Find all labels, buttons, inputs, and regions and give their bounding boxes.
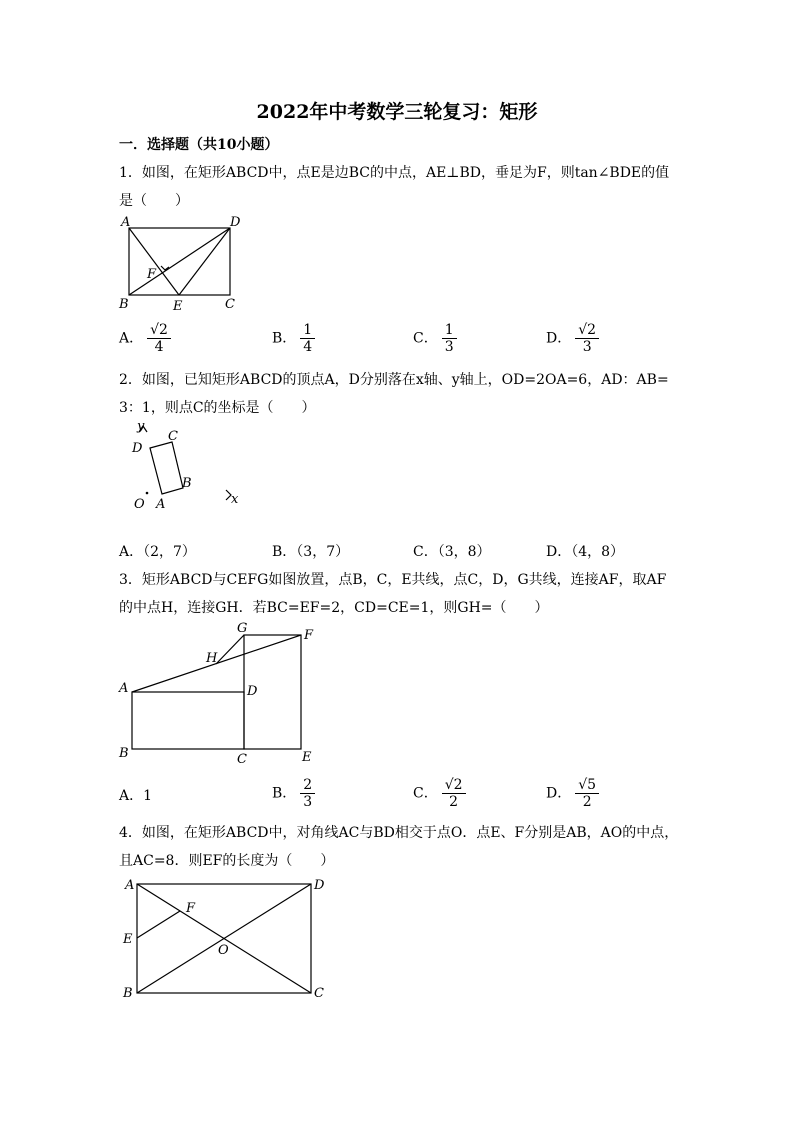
q2-figure: [125, 418, 255, 513]
q4-label-a: A: [125, 878, 135, 893]
section-heading: 一．选择题（共10小题）: [119, 137, 279, 153]
q1-segment-de: [179, 228, 230, 295]
q2-label-b: B: [182, 476, 192, 491]
q3-option-d[interactable]: [546, 777, 599, 810]
q1-label-d: D: [230, 215, 241, 230]
q2-option-d[interactable]: D．（4，8）: [546, 544, 625, 560]
q3-option-b-den: 3: [303, 794, 313, 810]
q2-label-a: A: [156, 497, 166, 512]
q1-option-c-den: 3: [444, 339, 454, 355]
q1-label-e: E: [173, 299, 183, 312]
q4-text-line-1: 4．如图，在矩形ABCD中，对角线AC与BD相交于点O．点E、F分别是AB，AO的中点，: [119, 825, 679, 841]
q3-label-b: B: [119, 746, 129, 761]
q3-option-b-prefix: B．: [272, 785, 297, 802]
q2-rectangle: [150, 442, 183, 494]
q4-figure: [112, 872, 337, 1007]
q2-text-line-2: 3：1，则点C的坐标是（ ）: [119, 400, 316, 416]
q3-text-line-1: 3．矩形ABCD与CEFG如图放置，点B，C，E共线，点C，D，G共线，连接AF，取AF: [119, 572, 667, 588]
q1-option-c-num: 1: [442, 322, 457, 339]
q1-option-d-den: 3: [582, 339, 592, 355]
q1-option-a-num: √2: [147, 322, 171, 339]
q4-label-c: C: [314, 986, 324, 1001]
q2-label-y: y: [137, 419, 145, 434]
q3-label-h: H: [206, 651, 218, 666]
q4-text-line-2: 且AC=8．则EF的长度为（ ）: [119, 853, 335, 869]
q3-option-c-den: 2: [449, 794, 459, 810]
q1-label-a: A: [121, 215, 131, 230]
q2-option-b[interactable]: B．（3，7）: [272, 544, 350, 560]
q4-label-d: D: [314, 878, 325, 893]
q3-option-b-num: 2: [300, 777, 315, 794]
q1-option-d-num: √2: [575, 322, 599, 339]
q3-label-g: G: [237, 621, 248, 636]
q3-label-d: D: [247, 684, 258, 699]
q2-option-c[interactable]: C．（3，8）: [413, 544, 491, 560]
q1-text-line-2: 是（ ）: [119, 193, 189, 209]
q1-option-b-num: 1: [300, 322, 315, 339]
q3-option-d-num: √5: [575, 777, 599, 794]
q2-label-c: C: [168, 429, 178, 444]
page-title: 2022年中考数学三轮复习：矩形: [256, 101, 538, 123]
q3-segment-gh: [216, 635, 244, 664]
q3-option-c-num: √2: [442, 777, 466, 794]
q1-option-d[interactable]: [546, 322, 599, 355]
q2-label-d: D: [132, 441, 143, 456]
q1-option-b-prefix: B．: [272, 330, 297, 347]
q3-option-c[interactable]: [413, 777, 466, 810]
q3-option-b[interactable]: [272, 777, 315, 810]
q2-option-a[interactable]: A．（2，7）: [119, 544, 196, 560]
q1-segment-ae: [129, 228, 179, 295]
q2-origin-dot: [146, 492, 149, 495]
q1-text-line-1: 1．如图，在矩形ABCD中，点E是边BC的中点，AE⊥BD，垂足为F，则tan∠BDE的值: [119, 165, 670, 181]
q3-option-a[interactable]: A．1: [119, 788, 153, 804]
q3-label-f: F: [304, 628, 314, 643]
q1-label-f: F: [147, 267, 157, 282]
q3-label-a: A: [119, 681, 129, 696]
q4-label-e: E: [123, 932, 133, 947]
q3-rectangle-abcd: [132, 692, 244, 749]
q4-segment-ef: [137, 911, 180, 938]
q1-segment-bd: [129, 228, 230, 295]
q1-option-d-prefix: D．: [546, 330, 572, 347]
q2-text-line-1: 2．如图，已知矩形ABCD的顶点A，D分别落在x轴、y轴上，OD=2OA=6，AD：AB=: [119, 372, 669, 388]
q1-option-a-den: 4: [154, 339, 164, 355]
q4-label-o: O: [218, 943, 229, 958]
q2-label-x: x: [231, 492, 239, 507]
q1-label-b: B: [119, 297, 129, 312]
q1-option-a-prefix: A．: [119, 330, 144, 347]
q1-option-a[interactable]: [119, 322, 171, 355]
q1-label-c: C: [225, 297, 235, 312]
q3-text-line-2: 的中点H，连接GH．若BC=EF=2，CD=CE=1，则GH=（ ）: [119, 600, 549, 616]
q2-label-o: O: [134, 497, 145, 512]
q1-option-b-den: 4: [303, 339, 313, 355]
q1-figure: [112, 212, 262, 312]
q3-option-d-den: 2: [582, 794, 592, 810]
q1-option-c[interactable]: [413, 322, 457, 355]
q1-option-c-prefix: C．: [413, 330, 438, 347]
q4-label-b: B: [123, 986, 133, 1001]
q3-label-e: E: [302, 750, 312, 765]
q3-label-c: C: [237, 752, 247, 767]
q4-label-f: F: [186, 901, 196, 916]
q1-option-b[interactable]: [272, 322, 315, 355]
q3-option-c-prefix: C．: [413, 785, 438, 802]
q3-option-d-prefix: D．: [546, 785, 572, 802]
q3-figure: [112, 618, 327, 768]
